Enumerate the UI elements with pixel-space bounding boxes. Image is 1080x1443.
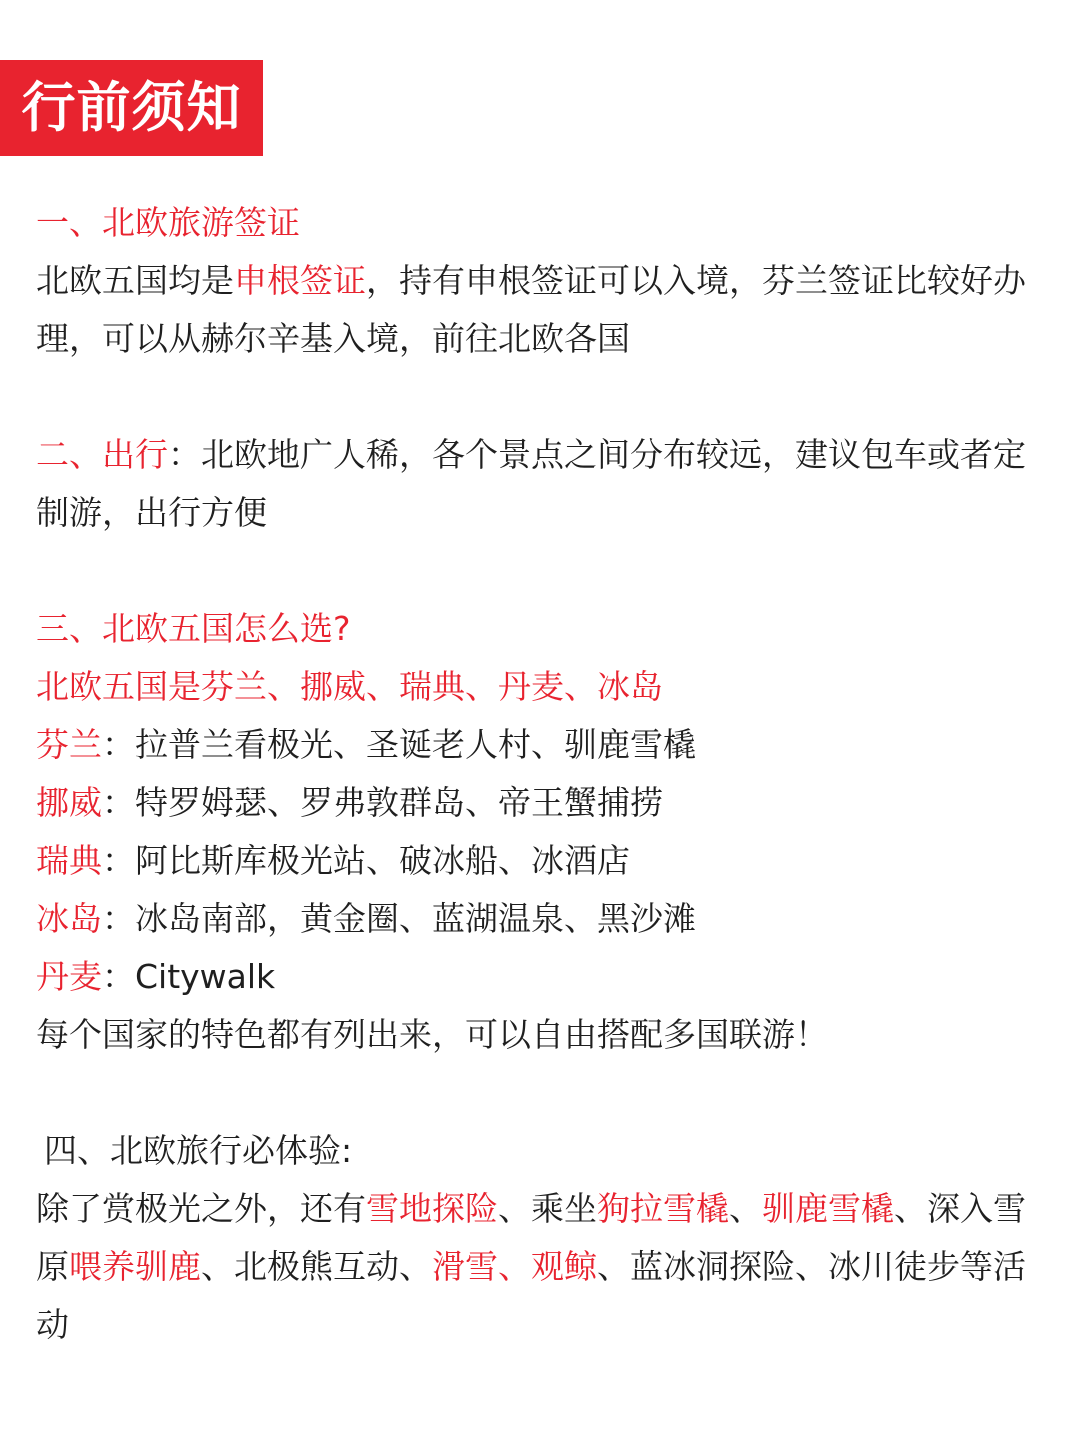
section-4-text: 除了赏极光之外，还有 bbox=[36, 1189, 366, 1228]
section-3-outro: 每个国家的特色都有列出来，可以自由搭配多国联游！ bbox=[36, 1015, 828, 1054]
activity-highlight: 狗拉雪橇 bbox=[597, 1189, 729, 1228]
country-desc: 冰岛南部，黄金圈、蓝湖温泉、黑沙滩 bbox=[135, 899, 696, 938]
section-4-text: 、蓝冰洞探险、冰川徒步等活动 bbox=[36, 1247, 1026, 1344]
spacer bbox=[36, 542, 1046, 600]
section-4-text: 、北极熊互动、 bbox=[201, 1247, 432, 1286]
activity-highlight: 喂养驯鹿 bbox=[69, 1247, 201, 1286]
country-row bbox=[36, 890, 1046, 948]
country-name: 挪威 bbox=[36, 783, 102, 822]
activity-highlight: 滑雪、观鲸 bbox=[432, 1247, 597, 1286]
country-name: 瑞典 bbox=[36, 841, 102, 880]
country-separator: ： bbox=[102, 899, 135, 938]
article-body bbox=[36, 194, 1046, 1354]
country-row bbox=[36, 948, 1046, 1006]
section-1-text-a: 北欧五国均是 bbox=[36, 261, 234, 300]
section-1-heading: 一、北欧旅游签证 bbox=[36, 203, 300, 242]
section-2-heading: 二、出行 bbox=[36, 435, 168, 474]
section-1-paragraph bbox=[36, 252, 1046, 368]
section-4-heading: 四、北欧旅行必体验: bbox=[44, 1131, 353, 1170]
country-name: 冰岛 bbox=[36, 899, 102, 938]
section-1-text-b: ，持有申根签证可以入境，芬兰签证比较好办理，可以从赫尔辛基入境，前往北欧各国 bbox=[36, 261, 1026, 358]
spacer bbox=[36, 1064, 1046, 1122]
section-2-paragraph bbox=[36, 426, 1046, 542]
section-4-text: 、 bbox=[729, 1189, 762, 1228]
activity-highlight: 雪地探险 bbox=[366, 1189, 498, 1228]
country-row bbox=[36, 774, 1046, 832]
country-desc: 拉普兰看极光、圣诞老人村、驯鹿雪橇 bbox=[135, 725, 696, 764]
country-separator: ： bbox=[102, 957, 135, 996]
section-3-heading: 三、北欧五国怎么选? bbox=[36, 609, 351, 648]
country-desc: 阿比斯库极光站、破冰船、冰酒店 bbox=[135, 841, 630, 880]
section-3-intro: 北欧五国是芬兰、挪威、瑞典、丹麦、冰岛 bbox=[36, 667, 663, 706]
country-separator: ： bbox=[102, 725, 135, 764]
country-separator: ： bbox=[102, 841, 135, 880]
country-name: 丹麦 bbox=[36, 957, 102, 996]
schengen-visa-highlight: 申根签证 bbox=[234, 261, 366, 300]
section-2-text: 北欧地广人稀，各个景点之间分布较远，建议包车或者定制游，出行方便 bbox=[36, 435, 1026, 532]
country-separator: ： bbox=[102, 783, 135, 822]
country-row bbox=[36, 832, 1046, 890]
country-name: 芬兰 bbox=[36, 725, 102, 764]
section-4-paragraph bbox=[36, 1180, 1046, 1354]
section-2-colon: ： bbox=[168, 435, 201, 474]
country-row bbox=[36, 716, 1046, 774]
section-4-text: 、乘坐 bbox=[498, 1189, 597, 1228]
page-title-banner: 行前须知 bbox=[0, 60, 263, 156]
country-desc: Citywalk bbox=[135, 957, 276, 996]
activity-highlight: 驯鹿雪橇 bbox=[762, 1189, 894, 1228]
section-4-text: 、深入雪原 bbox=[36, 1189, 1026, 1286]
spacer bbox=[36, 368, 1046, 426]
country-desc: 特罗姆瑟、罗弗敦群岛、帝王蟹捕捞 bbox=[135, 783, 663, 822]
